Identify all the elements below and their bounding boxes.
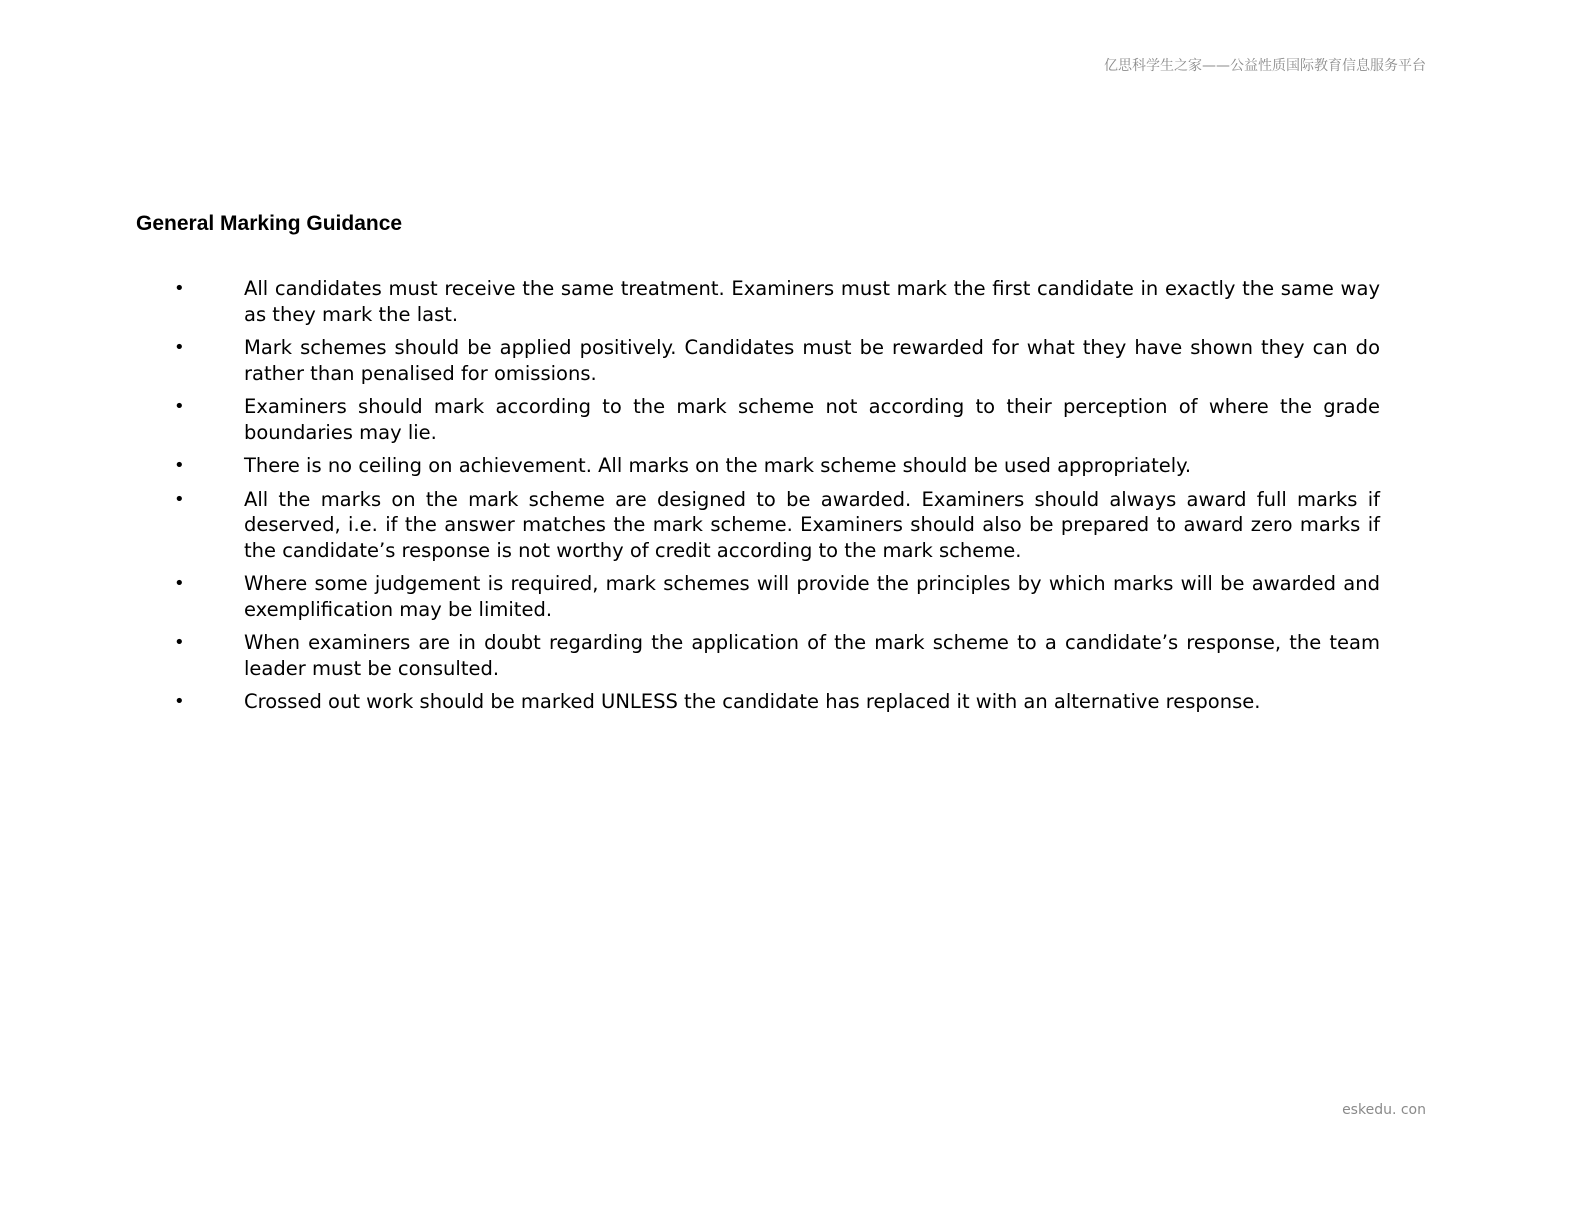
bullet-icon: • [174,573,185,594]
guidance-text: Examiners should mark according to the mark scheme not according to their perception of where the grade boundaries may lie. [244,395,1380,444]
guidance-item-2 [170,335,1380,386]
guidance-item-8 [170,689,1380,715]
guidance-item-3 [170,394,1380,445]
page-title: General Marking Guidance [136,212,403,235]
guidance-text: When examiners are in doubt regarding the application of the mark scheme to a candidate’s response, the team leader must be consulted. [244,631,1380,680]
bullet-icon: • [174,455,185,476]
guidance-text: There is no ceiling on achievement. All marks on the mark scheme should be used appropriately. [244,454,1192,477]
guidance-text: Where some judgement is required, mark schemes will provide the principles by which marks will be awarded and exemplification may be limited. [244,572,1380,621]
guidance-item-6 [170,571,1380,622]
guidance-item-1 [170,276,1380,327]
guidance-item-7 [170,630,1380,681]
bullet-icon: • [174,691,185,712]
header-watermark: 亿思科学生之家——公益性质国际教育信息服务平台 [1104,58,1426,74]
guidance-item-5 [170,487,1380,564]
guidance-text: All candidates must receive the same treatment. Examiners must mark the first candidate in exactly the same way as they mark the last. [244,277,1380,326]
guidance-text: Mark schemes should be applied positively. Candidates must be rewarded for what they have shown they can do rather than penalised for omissions. [244,336,1380,385]
guidance-text: Crossed out work should be marked UNLESS the candidate has replaced it with an alternative response. [244,690,1261,713]
bullet-icon: • [174,396,185,417]
bullet-icon: • [174,278,185,299]
bullet-icon: • [174,488,185,510]
bullet-icon: • [174,337,185,358]
guidance-item-4 [170,453,1380,479]
guidance-text: All the marks on the mark scheme are designed to be awarded. Examiners should always award full marks if deserved, i.e. if the answer matches the mark scheme. Examiners should also be prepared to award zero marks if the candidate’s response is not worthy of credit according to the mark scheme. [244,487,1380,562]
bullet-icon: • [174,632,185,653]
footer-watermark: eskedu. con [1342,1102,1426,1118]
guidance-list [170,276,1380,723]
